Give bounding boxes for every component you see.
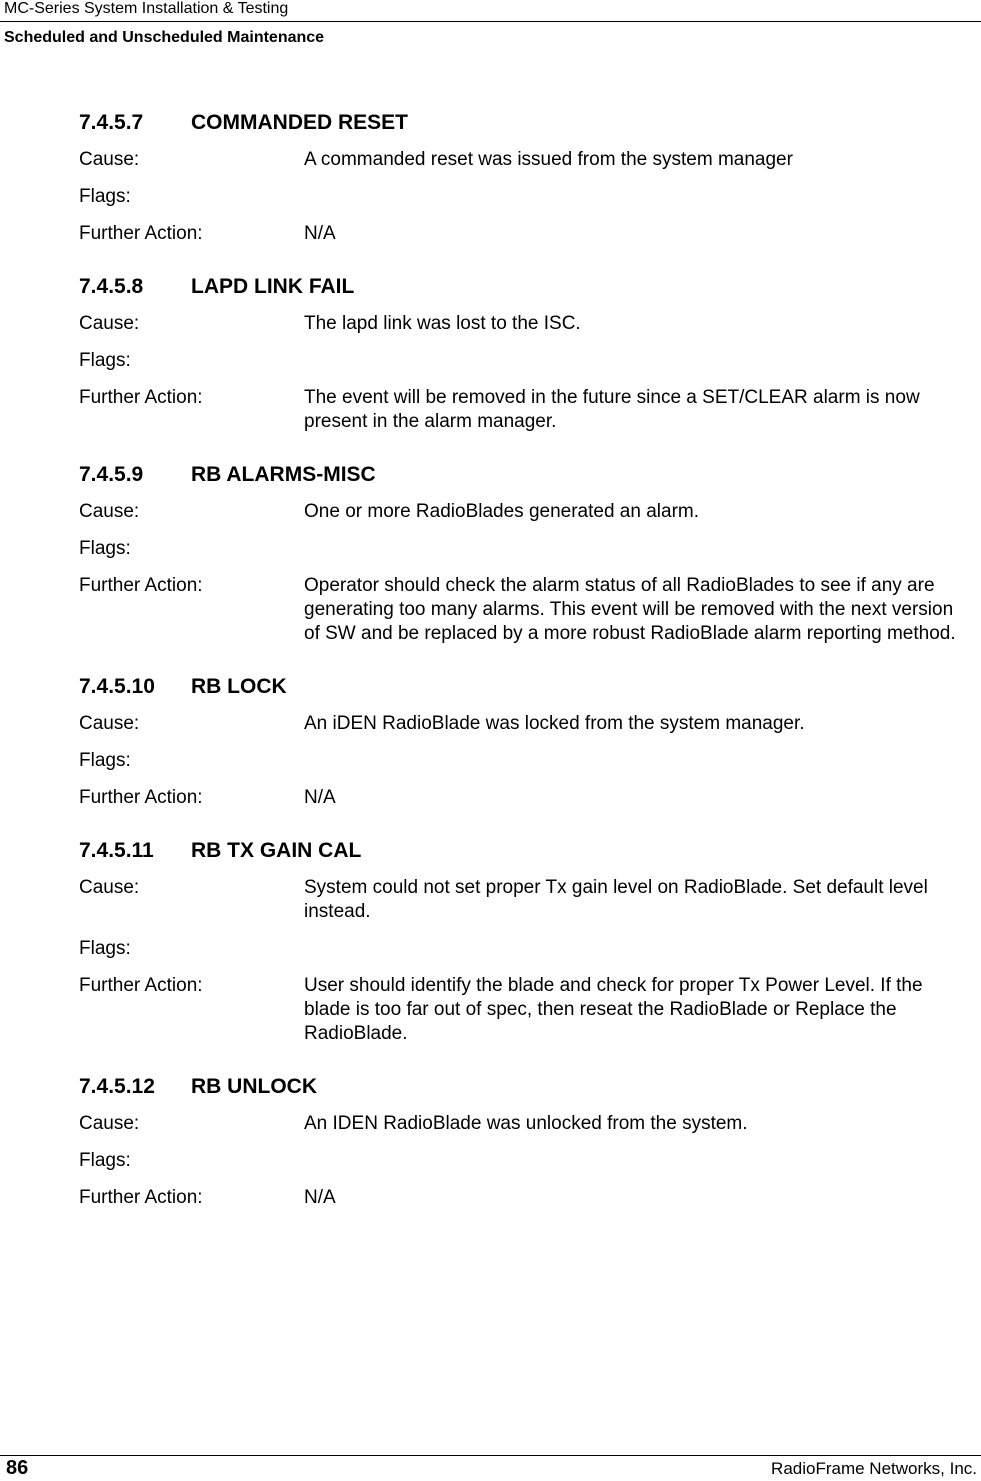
cause-value: An IDEN RadioBlade was unlocked from the system. — [304, 1113, 748, 1134]
running-header-chapter: Scheduled and Unscheduled Maintenance — [4, 29, 325, 46]
section-number: 7.4.5.8 — [79, 275, 144, 298]
cause-label: Cause: — [79, 313, 140, 334]
section-number: 7.4.5.7 — [79, 111, 144, 134]
cause-value: An iDEN RadioBlade was locked from the system manager. — [304, 713, 805, 734]
section-number: 7.4.5.12 — [79, 1075, 155, 1098]
section-rb-alarms-misc — [79, 462, 969, 646]
cause-value: A commanded reset was issued from the system manager — [304, 149, 793, 170]
flags-row — [79, 537, 969, 561]
section-rb-tx-gain-cal — [79, 838, 969, 1046]
cause-label: Cause: — [79, 1113, 140, 1134]
further-action-value: N/A — [304, 223, 336, 244]
page-body — [79, 110, 969, 1238]
cause-row — [79, 500, 969, 524]
section-title: RB LOCK — [191, 675, 287, 698]
section-title: RB ALARMS-MISC — [191, 463, 376, 486]
further-action-value: User should identify the blade and check for proper Tx Power Level. If the blade is too far out of spec, then reseat the RadioBlade or Replace the RadioBlade. — [304, 975, 923, 1044]
further-action-label: Further Action: — [79, 787, 203, 808]
flags-value — [304, 749, 969, 773]
page-number: 86 — [6, 1457, 29, 1479]
flags-label: Flags: — [79, 938, 131, 959]
running-header-title: MC-Series System Installation & Testing — [4, 0, 289, 17]
section-rb-unlock — [79, 1074, 969, 1210]
section-number: 7.4.5.11 — [79, 839, 154, 862]
further-action-label: Further Action: — [79, 975, 203, 996]
cause-value: One or more RadioBlades generated an alarm. — [304, 501, 700, 522]
further-action-label: Further Action: — [79, 1187, 203, 1208]
section-heading — [79, 110, 969, 136]
header-rule — [0, 21, 981, 22]
section-number: 7.4.5.10 — [79, 675, 155, 698]
section-title: RB TX GAIN CAL — [191, 839, 362, 862]
flags-label: Flags: — [79, 350, 131, 371]
flags-row — [79, 1149, 969, 1173]
further-action-row — [79, 1186, 969, 1210]
section-commanded-reset — [79, 110, 969, 246]
cause-label: Cause: — [79, 713, 140, 734]
flags-row — [79, 185, 969, 209]
flags-label: Flags: — [79, 1150, 131, 1171]
footer-company: RadioFrame Networks, Inc. — [771, 1459, 977, 1478]
flags-value — [304, 349, 969, 373]
cause-row — [79, 876, 969, 924]
section-rb-lock — [79, 674, 969, 810]
further-action-row — [79, 786, 969, 810]
section-heading — [79, 462, 969, 488]
flags-label: Flags: — [79, 186, 131, 207]
further-action-label: Further Action: — [79, 387, 203, 408]
flags-value — [304, 937, 969, 961]
section-title: COMMANDED RESET — [191, 111, 409, 134]
further-action-row — [79, 386, 969, 434]
further-action-row — [79, 222, 969, 246]
cause-value: The lapd link was lost to the ISC. — [304, 313, 581, 334]
cause-value: System could not set proper Tx gain level on RadioBlade. Set default level instead. — [304, 877, 928, 922]
section-number: 7.4.5.9 — [79, 463, 144, 486]
cause-row — [79, 1112, 969, 1136]
cause-row — [79, 712, 969, 736]
flags-label: Flags: — [79, 750, 131, 771]
flags-value — [304, 1149, 969, 1173]
further-action-label: Further Action: — [79, 575, 203, 596]
cause-label: Cause: — [79, 877, 140, 898]
further-action-label: Further Action: — [79, 223, 203, 244]
flags-value — [304, 537, 969, 561]
further-action-value: Operator should check the alarm status of all RadioBlades to see if any are generating too many alarms. This event will be removed with the next version of SW and be replaced by a more robust RadioBlade alarm reporting method. — [304, 575, 956, 644]
cause-row — [79, 312, 969, 336]
cause-label: Cause: — [79, 149, 140, 170]
section-heading — [79, 674, 969, 700]
footer-rule — [0, 1455, 981, 1456]
further-action-row — [79, 974, 969, 1046]
further-action-value: The event will be removed in the future since a SET/CLEAR alarm is now present in the alarm manager. — [304, 387, 920, 432]
further-action-value: N/A — [304, 787, 336, 808]
flags-value — [304, 185, 969, 209]
flags-row — [79, 937, 969, 961]
flags-row — [79, 349, 969, 373]
flags-label: Flags: — [79, 538, 131, 559]
flags-row — [79, 749, 969, 773]
further-action-value: N/A — [304, 1187, 336, 1208]
section-title: RB UNLOCK — [191, 1075, 317, 1098]
section-title: LAPD LINK FAIL — [191, 275, 355, 298]
further-action-row — [79, 574, 969, 646]
cause-label: Cause: — [79, 501, 140, 522]
section-heading — [79, 1074, 969, 1100]
section-lapd-link-fail — [79, 274, 969, 434]
cause-row — [79, 148, 969, 172]
section-heading — [79, 838, 969, 864]
section-heading — [79, 274, 969, 300]
